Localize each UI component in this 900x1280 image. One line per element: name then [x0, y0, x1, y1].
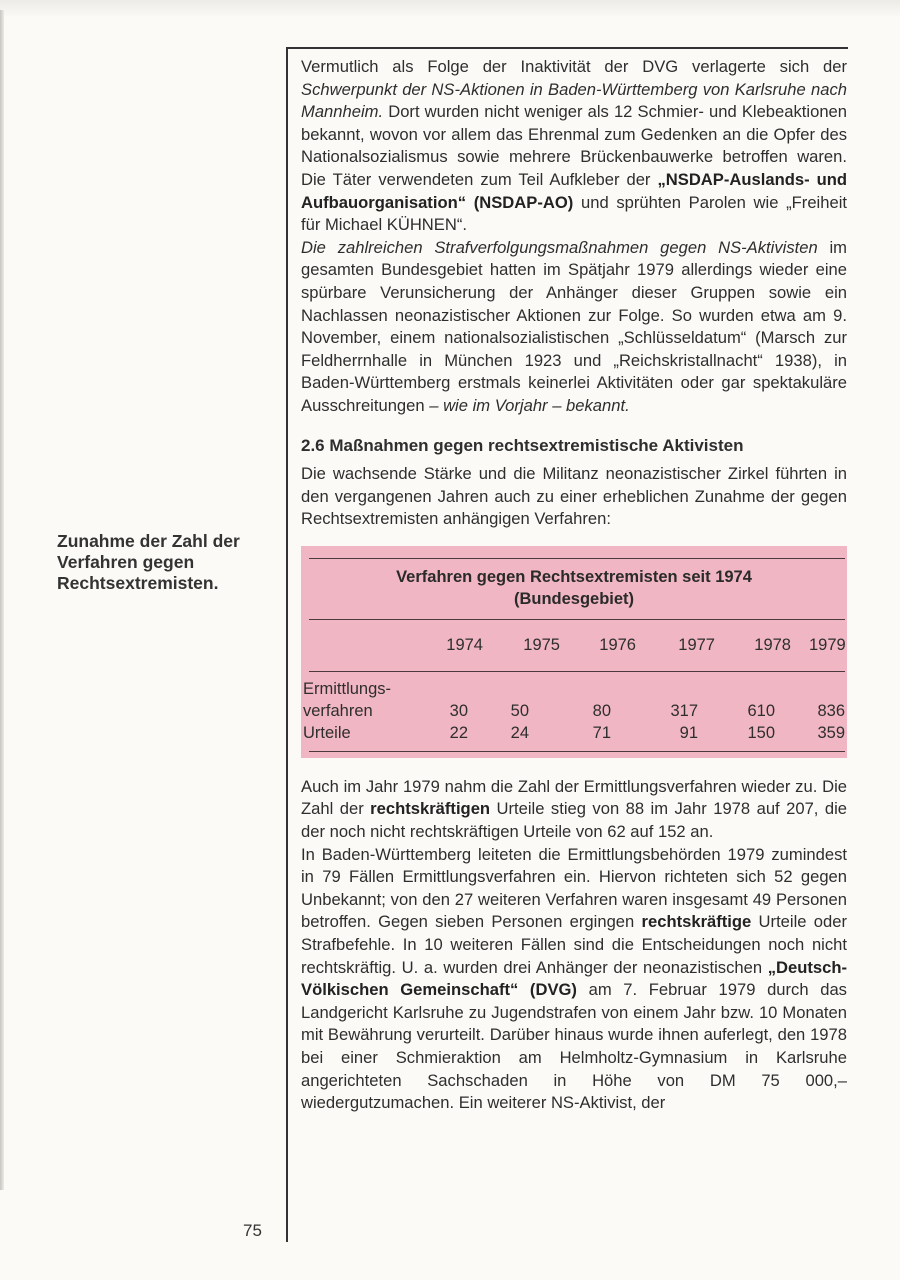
- table-rule: [309, 619, 845, 621]
- year-header: 1975: [523, 635, 560, 654]
- row-label: Ermittlungs-: [303, 679, 392, 698]
- table-title-line-1: Verfahren gegen Rechtsextremisten seit 1974: [396, 567, 752, 586]
- margin-note: Zunahme der Zahl der Verfahren gegen Rechtsextremisten.: [57, 531, 240, 593]
- column-rule: [286, 48, 288, 1242]
- text: im gesamten Bundesgebiet hatten im Spätjahr 1979 allerdings wieder eine spürbare Verunsicherung der Anhänger dieser Gruppen sowie ein Nachlassen neonazistischer Aktionen zur Folge. So wurden etwa am 9. November, einem nationalsozialistischen „Schlüsseldatum“ (Marsch zur Feldherrnhalle in München 1923 und „Reichskristallnacht“ 1938), in Baden-Württemberg erstmals keinerlei Aktivitäten oder gar spektakuläre Ausschreitungen: [301, 237, 847, 415]
- statistics-table: [301, 546, 847, 758]
- cell: 24: [510, 723, 529, 742]
- cell: 30: [449, 701, 468, 720]
- cell: 71: [592, 723, 611, 742]
- text: Urteile stieg von 88 im Jahr 1978 auf 207, die der noch nicht rechtskräftigen Urteile von 62 auf 152 an.: [301, 799, 848, 842]
- page-number: 75: [243, 1221, 262, 1240]
- table-rule: [309, 671, 845, 673]
- text: und sprühten Parolen wie „Freiheit für Michael KÜHNEN“.: [301, 192, 848, 235]
- text: Urteile oder Strafbefehle. In 10 weiteren Fällen sind die Entscheidungen noch nicht rechtskräftig. U. a. wurden drei Anhänger der neonazistischen: [301, 912, 847, 977]
- table-header-row: [301, 634, 847, 658]
- year-header: 1974: [446, 635, 483, 654]
- table-row: [301, 722, 847, 744]
- year-header: 1978: [754, 635, 791, 654]
- page-edge-left: [0, 10, 4, 1190]
- year-header: 1976: [599, 635, 636, 654]
- table-rule: [309, 558, 845, 560]
- bold-text: rechtskräftigen: [370, 799, 491, 819]
- bold-text: „NSDAP-Auslands- und Aufbauorganisation“ (NSDAP-AO): [301, 169, 847, 212]
- cell: 22: [449, 723, 468, 742]
- page-edge-top: [0, 0, 900, 18]
- table-row: [301, 678, 847, 700]
- text: Vermutlich als Folge der Inaktivität der DVG verlagerte sich der: [301, 57, 847, 76]
- text: Auch im Jahr 1979 nahm die Zahl der Ermittlungsverfahren wieder zu. Die Zahl der: [301, 776, 847, 819]
- text-column: [301, 56, 847, 1115]
- top-rule: [286, 47, 848, 49]
- cell: 610: [747, 701, 775, 720]
- italic-text: – wie im Vorjahr – bekannt.: [429, 395, 630, 415]
- text: In Baden-Württemberg leiteten die Ermittlungsbehörden 1979 zumindest in 79 Fällen Ermittlungsverfahren ein. Hiervon richteten sich 52 gegen Unbekannt; von den 27 weiteren Verfahren waren insgesamt 49 Personen betroffen. Gegen sieben Personen ergingen: [301, 844, 847, 932]
- section-intro: Die wachsende Stärke und die Militanz neonazistischer Zirkel führten in den vergangenen Jahren auch zu einer erheblichen Zunahme der gegen Rechtsextremisten anhängigen Verfahren:: [301, 464, 847, 529]
- row-label: Urteile: [303, 723, 351, 742]
- cell: 91: [679, 723, 698, 742]
- year-header: 1977: [678, 635, 715, 654]
- table-title: [301, 566, 847, 610]
- cell: 836: [817, 701, 845, 720]
- bold-text: rechtskräftige: [641, 912, 752, 932]
- paragraph-1: [301, 56, 847, 237]
- table-title-line-2: (Bundesgebiet): [513, 589, 635, 608]
- row-label: verfahren: [303, 701, 373, 720]
- paragraph-4: [301, 844, 847, 1115]
- text: Dort wurden nicht weniger als 12 Schmier- und Klebeaktionen bekannt, wovon vor allem das Ehrenmal zum Gedenken an die Opfer des Nationalsozialismus sowie mehrere Brückenbauwerke betroffen waren. Die Täter verwendeten zum Teil Aufkleber der: [301, 102, 847, 189]
- cell: 50: [510, 701, 529, 720]
- table-row: [301, 700, 847, 722]
- italic-text: Schwerpunkt der NS-Aktionen in Baden-Württemberg von Karlsruhe nach Mannheim.: [301, 79, 847, 122]
- cell: 359: [817, 723, 845, 742]
- cell: 80: [592, 701, 611, 720]
- text: am 7. Februar 1979 durch das Landgericht Karlsruhe zu Jugendstrafen von einem Jahr bzw. 10 Monaten mit Bewährung verurteilt. Darüber hinaus wurde ihnen auferlegt, den 1978 bei einer Schmieraktion am Helmholtz-Gymnasium in Karlsruhe angerichteten Sachschaden in Höhe von DM 75 000,– wiedergutzumachen. Ein weiterer NS-Aktivist, der: [301, 980, 847, 1113]
- section-heading: 2.6 Maßnahmen gegen rechtsextremistische Aktivisten: [301, 435, 744, 455]
- year-header: 1979: [809, 635, 846, 654]
- italic-text: Die zahlreichen Strafverfolgungsmaßnahmen gegen NS-Aktivisten: [301, 237, 818, 257]
- bold-text: „Deutsch-Völkischen Gemeinschaft“ (DVG): [301, 957, 847, 1000]
- cell: 317: [670, 701, 698, 720]
- paragraph-2: [301, 237, 847, 418]
- cell: 150: [747, 723, 775, 742]
- paragraph-3: [301, 776, 847, 844]
- table-rule: [309, 751, 845, 753]
